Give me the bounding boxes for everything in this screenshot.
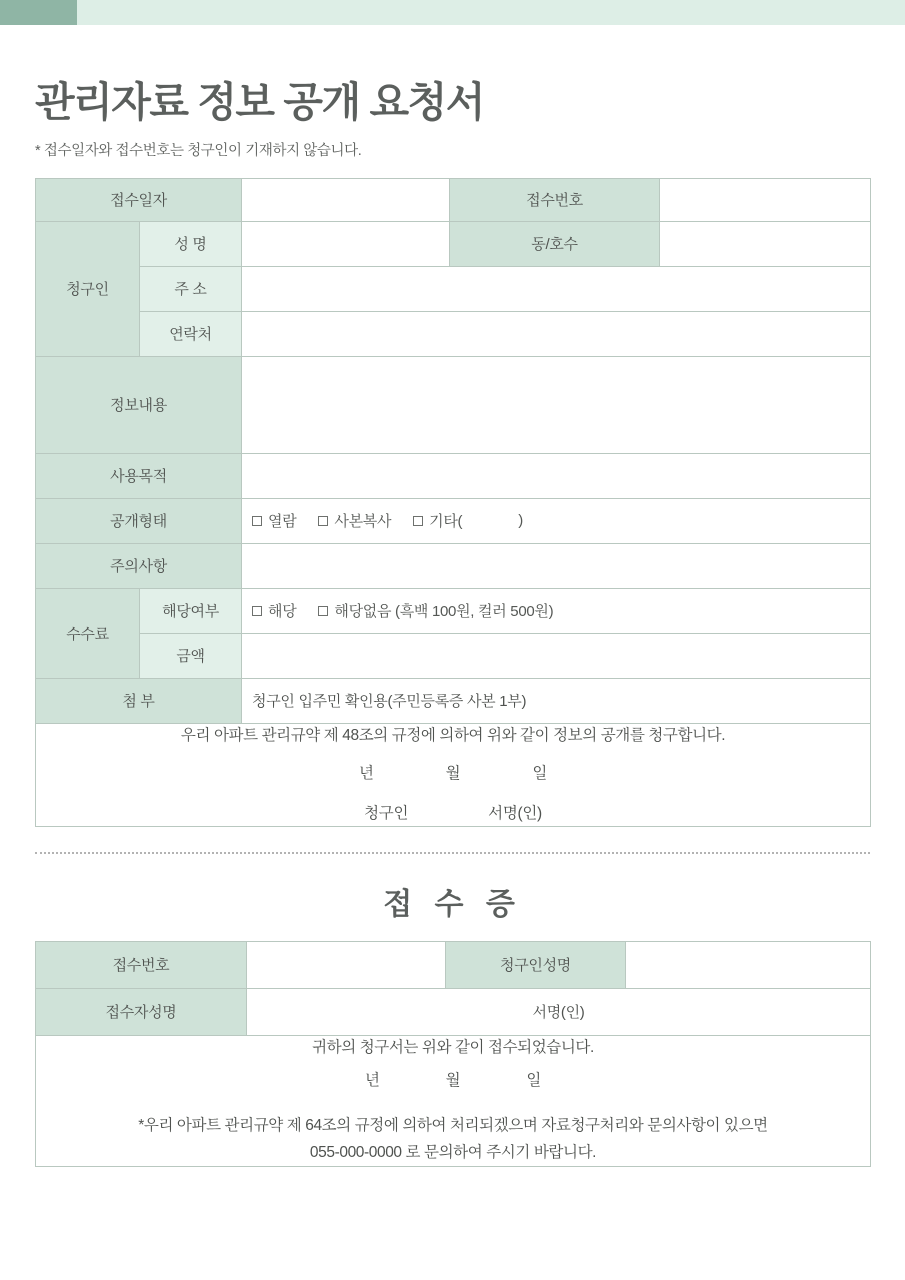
checkbox-option-other[interactable] — [413, 510, 523, 531]
label-receipt-applicant-name: 청구인성명 — [446, 941, 626, 988]
checkbox-label: 열람 — [268, 513, 297, 531]
receipt-note-line2: *우리 아파트 관리규약 제 64조의 규정에 의하여 처리되겠으며 자료청구처리와 문의사항이 있으면 — [138, 1116, 768, 1134]
checkbox-icon[interactable] — [252, 516, 262, 526]
checkbox-icon[interactable] — [252, 606, 262, 616]
receipt-note-date-line — [46, 1069, 860, 1094]
table-row-applicant-address — [36, 266, 871, 311]
statement-year-label: 년 — [358, 764, 374, 782]
receipt-year-label: 년 — [364, 1071, 380, 1089]
label-receipt-date: 접수일자 — [36, 178, 242, 221]
statement-date-line — [46, 762, 860, 786]
statement-day-label: 일 — [532, 764, 548, 782]
statement-block — [36, 723, 871, 826]
field-applicant-name[interactable] — [242, 221, 450, 266]
checkbox-option-view[interactable] — [252, 510, 296, 531]
label-applicant-contact: 연락처 — [140, 311, 242, 356]
table-row-fee-applicable — [36, 588, 871, 633]
receipt-month-label: 월 — [445, 1071, 461, 1089]
statement-signature-label[interactable]: 서명(인) — [488, 804, 542, 822]
table-row-cautions — [36, 543, 871, 588]
checkbox-label: 해당없음 (흑백 100원, 컬러 500원) — [334, 603, 554, 621]
field-disclosure-type — [242, 498, 871, 543]
statement-applicant-label: 청구인 — [364, 804, 409, 822]
label-receipt-number: 접수번호 — [36, 941, 247, 988]
field-receipt-date[interactable] — [242, 178, 450, 221]
topbar-band — [77, 0, 905, 25]
field-receipt-applicant-name[interactable] — [626, 941, 871, 988]
statement-month-label: 월 — [445, 764, 461, 782]
page-subtitle-note: * 접수일자와 접수번호는 청구인이 기재하지 않습니다. — [35, 142, 362, 159]
checkbox-option-fee-none[interactable] — [318, 600, 553, 621]
table-row-receipt-number — [36, 941, 871, 988]
label-purpose: 사용목적 — [36, 453, 242, 498]
label-cautions: 주의사항 — [36, 543, 242, 588]
table-row-info-content — [36, 356, 871, 453]
top-decorative-bar — [0, 0, 905, 25]
label-disclosure-type: 공개형태 — [36, 498, 242, 543]
label-info-content: 정보내용 — [36, 356, 242, 453]
table-row-disclosure-type — [36, 498, 871, 543]
checkbox-option-fee-yes[interactable] — [252, 600, 296, 621]
label-fee-group: 수수료 — [36, 588, 140, 678]
field-receipt-number[interactable] — [247, 941, 446, 988]
checkbox-icon[interactable] — [318, 516, 328, 526]
receipt-day-label: 일 — [526, 1071, 542, 1089]
label-applicant-name: 성 명 — [140, 221, 242, 266]
field-receipt-number[interactable] — [660, 178, 871, 221]
table-row-attachment — [36, 678, 871, 723]
checkbox-icon[interactable] — [413, 516, 423, 526]
page-content — [0, 80, 905, 827]
checkbox-icon[interactable] — [318, 606, 328, 616]
field-fee-applicable — [242, 588, 871, 633]
field-applicant-contact[interactable] — [242, 311, 871, 356]
table-row-receipt-note — [36, 1035, 871, 1166]
field-purpose[interactable] — [242, 453, 871, 498]
receipt-table — [35, 941, 871, 1167]
field-cautions[interactable] — [242, 543, 871, 588]
field-receiver-name[interactable] — [247, 988, 871, 1035]
table-row-receiver — [36, 988, 871, 1035]
table-row-applicant-contact — [36, 311, 871, 356]
request-form-table — [35, 178, 871, 827]
field-attachment: 청구인 입주민 확인용(주민등록증 사본 1부) — [242, 678, 871, 723]
statement-main-text: 우리 아파트 관리규약 제 48조의 규정에 의하여 위와 같이 정보의 공개를 청구합니다. — [180, 726, 726, 744]
checkbox-label: 기타( — [429, 513, 463, 531]
statement-signature-line — [46, 802, 860, 826]
receipt-note-line1: 귀하의 청구서는 위와 같이 접수되었습니다. — [312, 1038, 594, 1056]
table-row-receipt-meta — [36, 178, 871, 221]
checkbox-option-copy[interactable] — [318, 510, 391, 531]
field-applicant-address[interactable] — [242, 266, 871, 311]
label-receiver-name: 접수자성명 — [36, 988, 247, 1035]
label-applicant-address: 주 소 — [140, 266, 242, 311]
label-attachment: 첨 부 — [36, 678, 242, 723]
field-info-content[interactable] — [242, 356, 871, 453]
page-title: 관리자료 정보 공개 요청서 — [35, 79, 484, 125]
receipt-title: 접 수 증 — [383, 887, 522, 921]
label-fee-applicable: 해당여부 — [140, 588, 242, 633]
table-row-purpose — [36, 453, 871, 498]
field-fee-amount[interactable] — [242, 633, 871, 678]
checkbox-label: 해당 — [268, 603, 297, 621]
label-applicant-group: 청구인 — [36, 221, 140, 356]
receipt-note-block — [36, 1035, 871, 1166]
label-applicant-dongho: 동/호수 — [450, 221, 660, 266]
topbar-accent-block — [0, 0, 77, 25]
receipt-note-line3: 055-000-0000 로 문의하여 주시기 바랍니다. — [309, 1144, 597, 1162]
field-applicant-dongho[interactable] — [660, 221, 871, 266]
receiver-signature-label[interactable]: 서명(인) — [532, 1004, 585, 1022]
checkbox-label-tail: ) — [518, 512, 523, 530]
label-receipt-number: 접수번호 — [450, 178, 660, 221]
table-row-fee-amount — [36, 633, 871, 678]
table-row-statement — [36, 723, 871, 826]
label-fee-amount: 금액 — [140, 633, 242, 678]
checkbox-label: 사본복사 — [334, 513, 392, 531]
receipt-section — [0, 879, 905, 1167]
section-divider — [35, 852, 870, 854]
table-row-applicant-name — [36, 221, 871, 266]
